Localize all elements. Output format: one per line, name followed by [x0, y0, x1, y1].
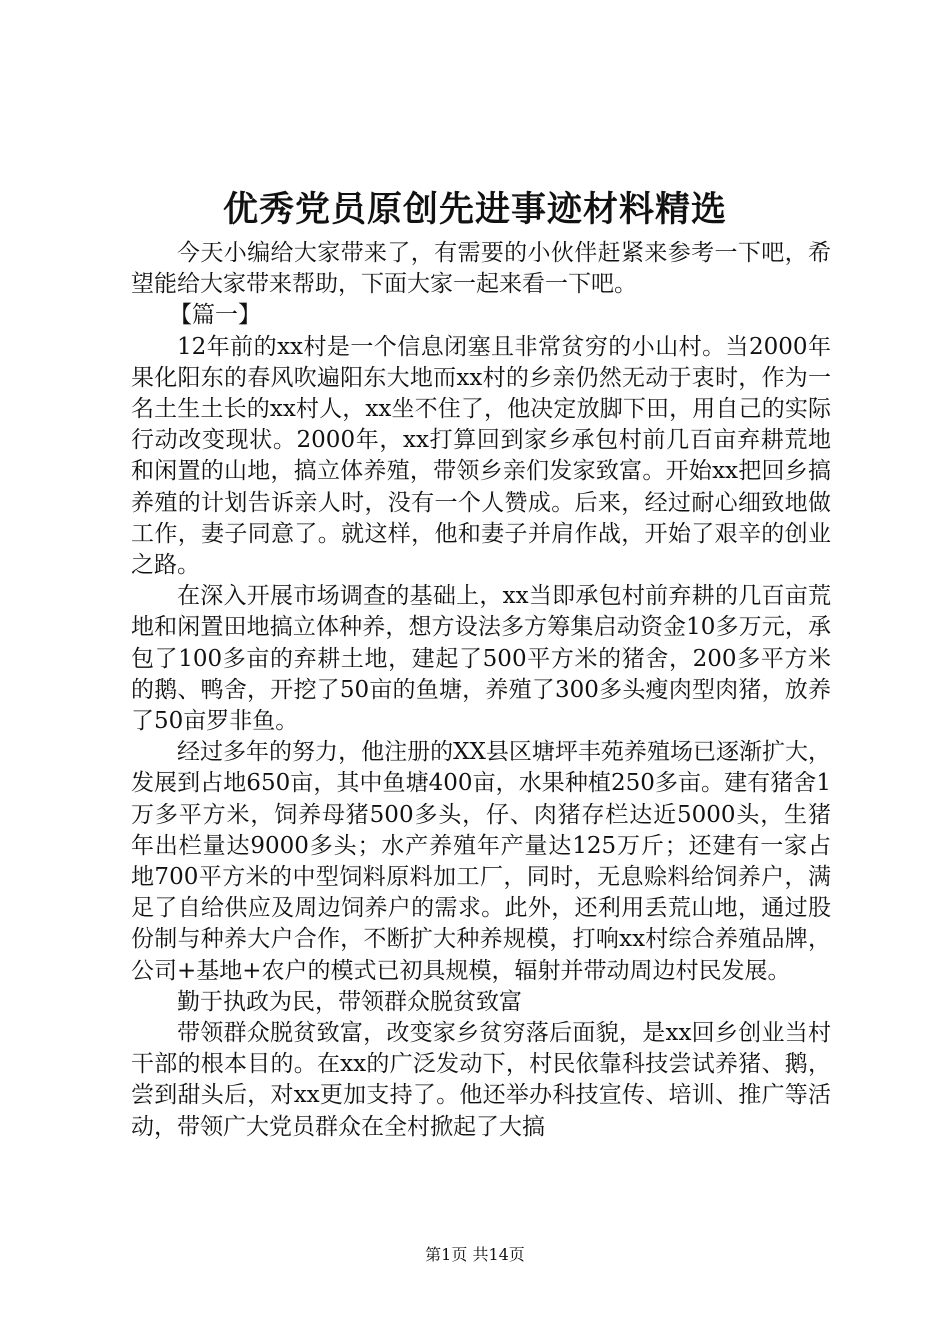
body-paragraph: 12年前的xx村是一个信息闭塞且非常贫穷的小山村。当2000年果化阳东的春风吹遍阳东大地而xx村的乡亲仍然无动于衷时，作为一名土生土长的xx村人，xx坐不住了，他决定放脚下田，用自己的实际行动改变现状。2000年，xx打算回到家乡承包村前几百亩弃耕荒地和闲置的山地，搞立体养殖，带领乡亲们发家致富。开始xx把回乡搞养殖的计划告诉亲人时，没有一个人赞成。后来，经过耐心细致地做工作，妻子同意了。就这样，他和妻子并肩作战，开始了艰辛的创业之路。	[131, 333, 831, 579]
document-title: 优秀党员原创先进事迹材料精选	[222, 189, 727, 230]
subheading-paragraph: 勤于执政为民，带领群众脱贫致富	[177, 988, 522, 1015]
section-heading: 【篇一】	[169, 302, 261, 329]
intro-paragraph: 今天小编给大家带来了，有需要的小伙伴赶紧来参考一下吧，希望能给大家带来帮助，下面大家一起来看一下吧。	[131, 240, 831, 298]
body-paragraph: 在深入开展市场调查的基础上，xx当即承包村前弃耕的几百亩荒地和闲置田地搞立体种养，想方设法多方筹集启动资金10多万元，承包了100多亩的弃耕土地，建起了500平方米的猪舍，200多平方米的鹅、鸭舍，开挖了50亩的鱼塘，养殖了300多头瘦肉型肉猪，放养了50亩罗非鱼。	[131, 583, 831, 735]
body-paragraph: 带领群众脱贫致富，改变家乡贫穷落后面貌，是xx回乡创业当村干部的根本目的。在xx的广泛发动下，村民依靠科技尝试养猪、鹅，尝到甜头后，对xx更加支持了。他还举办科技宣传、培训、推广等活动，带领广大党员群众在全村掀起了大搞	[131, 1020, 831, 1140]
document-body	[131, 238, 831, 1143]
body-paragraph: 经过多年的努力，他注册的XX县区塘坪丰苑养殖场已逐渐扩大，发展到占地650亩，其中鱼塘400亩，水果种植250多亩。建有猪舍1万多平方米，饲养母猪500多头，仔、肉猪存栏达近5000头，生猪年出栏量达9000多头；水产养殖年产量达125万斤；还建有一家占地700平方米的中型饲料原料加工厂，同时，无息赊料给饲养户，满足了自给供应及周边饲养户的需求。此外，还利用丢荒山地，通过股份制与种养大户合作，不断扩大种养规模，打响xx村综合养殖品牌，公司+基地+农户的模式已初具规模，辐射并带动周边村民发展。	[131, 739, 831, 984]
page-number-footer: 第1页 共14页	[425, 1245, 525, 1264]
